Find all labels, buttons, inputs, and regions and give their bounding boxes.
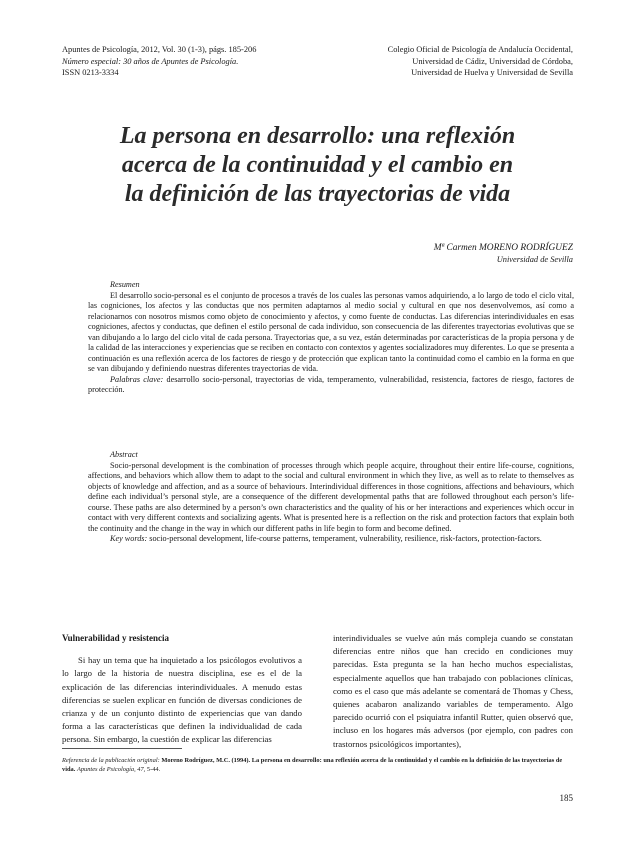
title-line-1: La persona en desarrollo: una reflexión <box>119 123 516 149</box>
palabras-clave <box>88 375 574 396</box>
org-line-1: Colegio Oficial de Psicología de Andalucía Occidental, <box>387 45 573 54</box>
key-words <box>88 534 574 545</box>
abstract-heading: Abstract <box>110 450 138 459</box>
org-line-3: Universidad de Huelva y Universidad de Sevilla <box>411 68 573 78</box>
title-line-2: acerca de la continuidad y el cambio en <box>121 152 514 178</box>
footnote-divider <box>62 748 182 749</box>
special-issue: Número especial: 30 años de Apuntes de Psicología. <box>62 56 239 66</box>
author-affiliation: Universidad de Sevilla <box>496 255 573 264</box>
resumen-body: El desarrollo socio-personal es el conjunto de procesos a través de los cuales las personas vamos adquiriendo, a lo largo de todo el ciclo vital, las cogniciones, los afectos y las conductas que nos permiten adaptarnos al medio social y cultural en que nos desenvolvemos, así como a relacionarnos con nosotros mismos como objeto de conocimiento y afectos, y como fuente de conductas. Las diferencias interindividuales en esas cogniciones, afectos y conductas, que definen el estilo personal de cada individuo, son consecuencia de las diferentes trayectorias evolutivas que se van dibujando a lo largo del ciclo vital de cada persona. Trayectorias que, a su vez, están determinadas por características de la propia persona y de la calidad de las interacciones y experiencias que se reciben en contacto con contextos y agentes socializadores muy diferentes. Lo que se presenta a continuación es una reflexión acerca de los factores de riesgo y de protección que explican tanto la continuidad como el cambio en la forma en que se van dibujando y definiendo nuestras diferentes trayectorias de vida. <box>88 290 574 373</box>
footnote-reference: Moreno Rodríguez, M.C. (1994). La persona en desarrollo: una reflexión acerca de la continuidad y el cambio en la definición de las trayectorias de vida. <box>62 757 563 773</box>
resumen-heading: Resumen <box>110 280 140 289</box>
footnote-journal: Apuntes de Psicología, 47, <box>76 766 146 773</box>
footnote-pages: 5-44. <box>146 766 161 773</box>
article-title <box>40 122 595 209</box>
abstract-block <box>88 450 574 545</box>
issn: ISSN 0213-3334 <box>62 68 119 78</box>
palabras-clave-value: desarrollo socio-personal, trayectorias de vida, temperamento, vulnerabilidad, resistencia, factores de riesgo, factores de protección. <box>88 374 575 394</box>
left-column <box>62 632 302 747</box>
key-words-value: socio-personal development, life-course patterns, temperament, vulnerability, resilience, risk-factors, protection-factors. <box>149 534 542 543</box>
publisher-header <box>293 44 573 79</box>
journal-citation: Apuntes de Psicología, 2012, Vol. 30 (1-3), págs. 185-206 <box>62 45 257 54</box>
right-column <box>333 632 573 751</box>
resumen-block <box>88 280 574 396</box>
section-title: Vulnerabilidad y resistencia <box>62 633 170 643</box>
abstract-body: Socio-personal development is the combination of processes through which people acquire, throughout their entire life-course, cognitions, affections, and behaviors which allow them to adapt to the social and cultural environment in which they live, as well as to relate to themselves as objects of knowledge and affection, and as a source of behaviours. Interindividual differences in those cognitions, affections and behaviours, which define each individual’s personal style, are a consequence of the different developmental paths that are followed throughout each person’s life-course. These paths are also determined by a person’s own characteristics and the quality of his or her interactions and experiences which occur in contact with very different contexts and socializing agents. What is presented here is a reflection on the risk and protection factors that explain both the continuity and the change in the way in which our different paths in life begin to form and become defined. <box>88 460 574 533</box>
left-paragraph: Si hay un tema que ha inquietado a los psicólogos evolutivos a lo largo de la historia de nuestra disciplina, ese es el de la explicación de las diferencias interindividuales. A menudo estas diferencias se suelen explicar en función de diversas condiciones de crianza y de un conjunto distinto de experiencias que van dando forma a las características que definen la individualidad de cada persona. Sin embargo, la cuestión de explicar las diferencias <box>62 655 302 745</box>
author-name: Mª Carmen MORENO RODRÍGUEZ <box>433 243 573 253</box>
footnote <box>62 756 574 774</box>
title-line-3: la definición de las trayectorias de vida <box>124 181 511 207</box>
org-line-2: Universidad de Cádiz, Universidad de Córdoba, <box>412 56 573 66</box>
footnote-label: Referencia de la publicación original: <box>62 757 160 764</box>
page-number: 185 <box>559 793 573 803</box>
right-paragraph: interindividuales se vuelve aún más compleja cuando se constatan diferencias entre niños que han crecido en condiciones muy parecidas. Esta pregunta se la han hecho muchos especialistas, especialmente aquellos que han trabajado con poblaciones clínicas, como es el caso que más adelante se comentará de Thomas y Chess, quienes acabaron analizando variables de temperamento. Algo parecido ocurrió con el psiquiatra infantil Rutter, quien observó que, incluso en los hogares más adversos (por ejemplo, con padres con trastornos psicológicos importantes), <box>333 633 573 749</box>
palabras-clave-label: Palabras clave: <box>110 374 164 384</box>
key-words-label: Key words: <box>110 534 148 543</box>
